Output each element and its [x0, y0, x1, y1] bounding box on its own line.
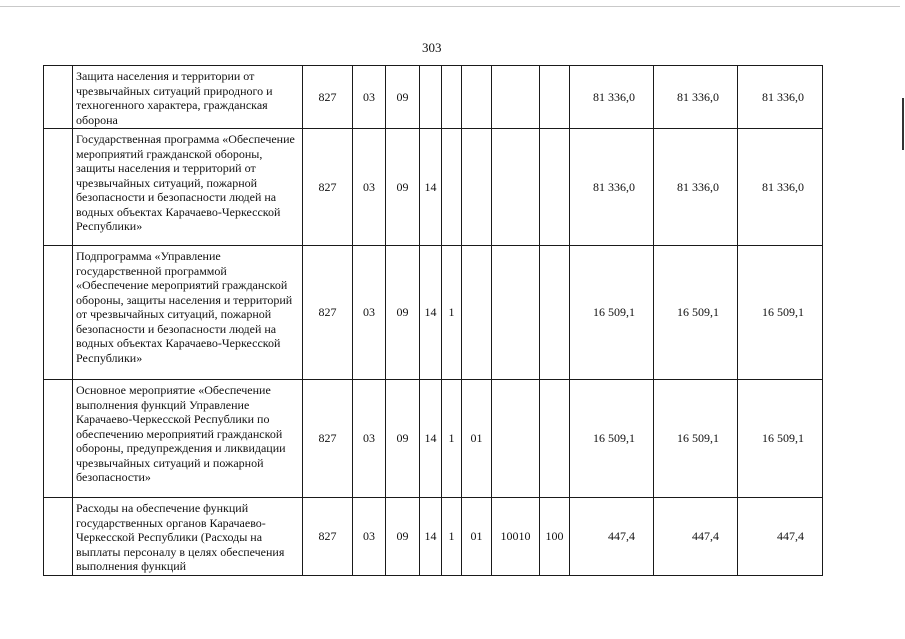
amount-year-3-cell: 16 509,1	[738, 246, 823, 380]
ministry-code-cell: 827	[303, 66, 353, 129]
table-row	[44, 66, 823, 129]
direction-cell	[492, 380, 540, 498]
program-cell: 14	[420, 129, 442, 246]
amount-year-1-cell: 81 336,0	[570, 66, 654, 129]
section-cell: 03	[353, 380, 386, 498]
event-cell: 01	[462, 498, 492, 576]
amount-year-1-cell: 16 509,1	[570, 246, 654, 380]
table-row	[44, 380, 823, 498]
expense-type-cell	[540, 246, 570, 380]
page-edge-mark	[902, 98, 904, 150]
section-cell: 03	[353, 129, 386, 246]
program-cell	[420, 66, 442, 129]
section-cell: 03	[353, 246, 386, 380]
amount-year-2-cell: 16 509,1	[654, 246, 738, 380]
amount-year-2-cell: 16 509,1	[654, 380, 738, 498]
description-cell: Подпрограмма «Управление государственной программой «Обеспечение мероприятий гражданской обороны, защиты населения и территорий от чрезвычайных ситуаций, пожарной безопасности и безопасности людей на водных объектах Карачаево-Черкесской Республики»	[73, 246, 303, 380]
expense-type-cell	[540, 129, 570, 246]
direction-cell	[492, 246, 540, 380]
subsection-cell: 09	[386, 380, 420, 498]
expense-type-cell: 100	[540, 498, 570, 576]
direction-cell	[492, 129, 540, 246]
table-row	[44, 498, 823, 576]
amount-year-1-cell: 16 509,1	[570, 380, 654, 498]
subprogram-cell: 1	[442, 380, 462, 498]
description-cell: Защита населения и территории от чрезвычайных ситуаций природного и техногенного характера, гражданская оборона	[73, 66, 303, 129]
subsection-cell: 09	[386, 498, 420, 576]
section-cell: 03	[353, 66, 386, 129]
amount-year-2-cell: 81 336,0	[654, 66, 738, 129]
expense-type-cell	[540, 66, 570, 129]
subsection-cell: 09	[386, 129, 420, 246]
amount-year-1-cell: 81 336,0	[570, 129, 654, 246]
expense-type-cell	[540, 380, 570, 498]
subprogram-cell: 1	[442, 498, 462, 576]
event-cell	[462, 129, 492, 246]
page-number: 303	[422, 40, 442, 55]
number-cell	[44, 129, 73, 246]
number-cell	[44, 66, 73, 129]
ministry-code-cell: 827	[303, 246, 353, 380]
event-cell	[462, 66, 492, 129]
amount-year-2-cell: 81 336,0	[654, 129, 738, 246]
program-cell: 14	[420, 498, 442, 576]
amount-year-1-cell: 447,4	[570, 498, 654, 576]
amount-year-3-cell: 447,4	[738, 498, 823, 576]
amount-year-3-cell: 16 509,1	[738, 380, 823, 498]
subprogram-cell: 1	[442, 246, 462, 380]
amount-year-3-cell: 81 336,0	[738, 66, 823, 129]
subsection-cell: 09	[386, 66, 420, 129]
ministry-code-cell: 827	[303, 380, 353, 498]
subprogram-cell	[442, 66, 462, 129]
number-cell	[44, 380, 73, 498]
top-scan-rule	[0, 6, 900, 7]
table-row	[44, 246, 823, 380]
description-cell: Основное мероприятие «Обеспечение выполнения функций Управление Карачаево-Черкесской Республики по обеспечению мероприятий гражданской обороны, предупреждения и ликвидации чрезвычайных ситуаций и пожарной безопасности»	[73, 380, 303, 498]
event-cell	[462, 246, 492, 380]
number-cell	[44, 246, 73, 380]
description-cell: Расходы на обеспечение функций государственных органов Карачаево-Черкесской Республики (Расходы на выплаты персоналу в целях обеспечения выполнения функций	[73, 498, 303, 576]
amount-year-3-cell: 81 336,0	[738, 129, 823, 246]
direction-cell	[492, 66, 540, 129]
program-cell: 14	[420, 246, 442, 380]
section-cell: 03	[353, 498, 386, 576]
description-cell: Государственная программа «Обеспечение мероприятий гражданской обороны, защиты населения и территорий от чрезвычайных ситуаций, пожарной безопасности и безопасности людей на водных объектах Карачаево-Черкесской Республики»	[73, 129, 303, 246]
budget-table	[43, 65, 823, 576]
ministry-code-cell: 827	[303, 129, 353, 246]
subprogram-cell	[442, 129, 462, 246]
event-cell: 01	[462, 380, 492, 498]
direction-cell: 10010	[492, 498, 540, 576]
table-row	[44, 129, 823, 246]
subsection-cell: 09	[386, 246, 420, 380]
program-cell: 14	[420, 380, 442, 498]
amount-year-2-cell: 447,4	[654, 498, 738, 576]
number-cell	[44, 498, 73, 576]
ministry-code-cell: 827	[303, 498, 353, 576]
